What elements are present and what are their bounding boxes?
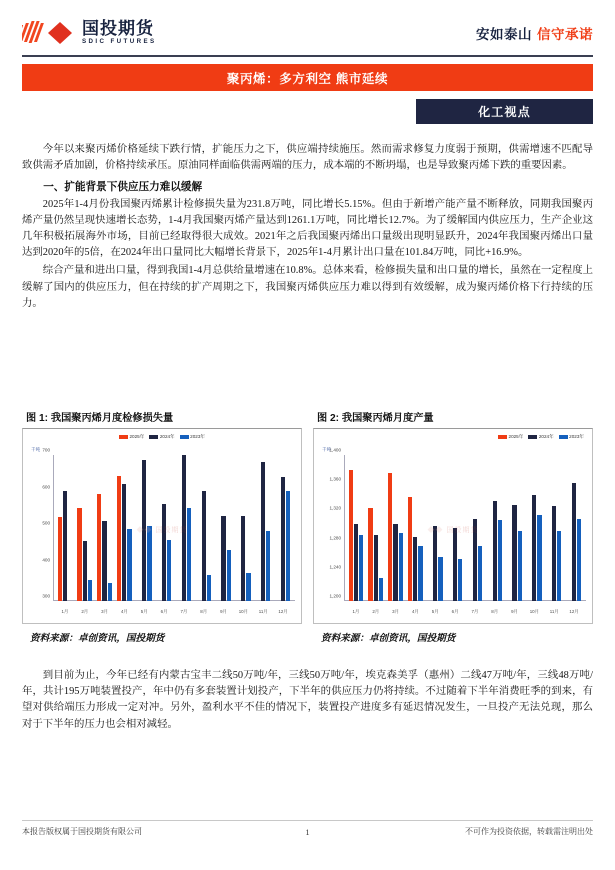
bar-group — [465, 455, 485, 601]
y-axis-tick: 1,200 — [329, 593, 341, 599]
chart-bar — [537, 515, 541, 601]
bar-group — [346, 455, 366, 601]
figure-1-title: 我国聚丙烯月度检修损失量 — [50, 413, 174, 424]
footer-divider — [22, 820, 593, 821]
chart-bar — [127, 529, 131, 601]
chart-bar — [88, 580, 92, 601]
article-body-tail — [22, 668, 593, 735]
x-axis-tick-label: 8月 — [200, 609, 208, 614]
chart-bar — [202, 491, 206, 601]
chart-bar — [518, 531, 522, 601]
legend-swatch-2024 — [149, 435, 158, 439]
chart-bar — [557, 531, 561, 601]
x-axis-tick-label: 5月 — [140, 609, 148, 614]
chart-bar — [187, 508, 191, 601]
chart-bar — [241, 516, 245, 601]
paragraph-summary: 综合产量和进出口量，得到我国1-4月总供给量增速在10.8%。总体来看，检修损失量和出口量的增长，虽然在一定程度上缓解了国内的供应压力，但在持续的扩产周期之下，我国聚丙烯供应压力难以得到有效缓解，成为聚丙烯价格下行持续的压力。 — [22, 265, 593, 309]
bar-group — [174, 455, 194, 601]
bar-group — [273, 455, 293, 601]
footer-copyright: 本报告版权属于国投期货有限公司 — [22, 827, 142, 836]
legend-label-2023: 2023年 — [190, 434, 205, 439]
brand-wordmark — [82, 20, 157, 45]
chart-bar — [227, 550, 231, 601]
chart-bar — [97, 494, 101, 601]
figure-1-y-unit: 千吨 — [31, 447, 41, 452]
chart-bar — [266, 531, 270, 601]
figure-1-caption — [22, 408, 302, 428]
chart-bar — [498, 520, 502, 601]
figure-2-watermark: ◆◆ 国投期货 — [427, 526, 479, 534]
legend-swatch-2025 — [119, 435, 128, 439]
y-axis-tick: 1,280 — [329, 535, 341, 541]
x-axis-tick-label: 4月 — [120, 609, 128, 614]
figure-2-title: 我国聚丙烯月度产量 — [341, 413, 434, 424]
x-axis-tick-label: 11月 — [549, 609, 559, 614]
bar-group — [366, 455, 386, 601]
chart-bar — [493, 501, 497, 601]
logo-mark-icon — [22, 20, 76, 46]
section-heading-1: 一、扩能背景下供应压力难以缓解 — [43, 181, 203, 194]
chart-bar — [512, 505, 516, 601]
bar-group — [55, 455, 75, 601]
bar-group — [95, 455, 115, 601]
chart-bar — [142, 460, 146, 601]
x-axis-tick-label: 3月 — [392, 609, 399, 614]
x-axis-tick-label: 2月 — [372, 609, 380, 614]
figure-2-bar-groups — [344, 455, 586, 601]
legend-swatch-2024 — [528, 435, 537, 439]
bar-group — [524, 455, 544, 601]
bar-group — [405, 455, 425, 601]
bar-group — [114, 455, 134, 601]
figure-1-watermark: ◆◆ 国投期货 — [136, 526, 188, 534]
bar-group — [485, 455, 505, 601]
figure-2-x-axis — [344, 609, 586, 615]
legend-label-2024: 2024年 — [159, 434, 175, 439]
chart-bar — [458, 559, 462, 601]
x-axis-tick-label: 11月 — [258, 609, 268, 614]
paragraph-supply: 2025年1-4月份我国聚丙烯累计检修损失量为231.8万吨，同比增长5.15%。但由于新增产能产量不断释放，同期我国聚丙烯产量仍然呈现快速增长态势，1-4月我国聚丙烯产量达到1261.1万吨，同比增长12.7%。为了缓解国内供应压力，生产企业这几年积极拓展海外市场，目前已经取得很大成效。2021年之后我国聚丙烯出口量级出现明显跃升，2024年我国聚丙烯出口量达到2020年的5倍，在2024年出口量同比大幅增长背景下，2025年1-4月累计出口量在101.84万吨，同比+16.9%。 — [22, 198, 593, 259]
x-axis-tick-label: 3月 — [101, 609, 108, 614]
chart-bar — [286, 491, 290, 601]
paragraph-intro: 今年以来聚丙烯价格延续下跌行情，扩能压力之下，供应端持续施压。然而需求修复力度弱于预期，供需增速不匹配导致供需矛盾加剧，价格持续承压。原油同样面临供需两端的压力，成本端的不断坍塌，也是导致聚丙烯下跌的重要因素。 — [22, 144, 593, 172]
figure-1-source: 资料来源：卓创资讯，国投期货 — [30, 633, 165, 644]
chart-bar — [261, 462, 265, 601]
chart-bar — [349, 470, 353, 601]
figure-1-label: 图 1: — [26, 413, 49, 424]
chart-bar — [433, 526, 437, 601]
chart-bar — [374, 535, 378, 601]
x-axis-tick-label: 7月 — [180, 609, 188, 614]
header-divider — [22, 55, 593, 57]
bar-group — [194, 455, 214, 601]
legend-item — [559, 434, 584, 440]
y-axis-tick: 400 — [42, 557, 50, 562]
chart-bar — [162, 504, 166, 601]
legend-item — [528, 434, 553, 440]
paragraph-capacity: 到目前为止，今年已经有内蒙古宝丰二线50万吨/年，三线50万吨/年，埃克森美孚（惠州）二线47万吨/年，三线48万吨/年，共计195万吨装置投产，年中仍有多套装置计划投产，下半年的供应压力仍将持续。不过随着下半年消费旺季的到来，有望对供给端压力形成一定对冲。另外，盈利水平不佳的情况下，装置投产进度多有延迟情况发生，一旦投产无法兑现，那么对于下半年的压力也会相对减轻。 — [22, 670, 593, 730]
y-axis-tick: 1,320 — [329, 505, 341, 511]
chart-bar — [83, 541, 87, 601]
chart-bar — [207, 575, 211, 601]
x-axis-tick-label: 5月 — [431, 609, 439, 614]
chart-bar — [408, 497, 412, 601]
y-axis-tick: 300 — [42, 593, 50, 599]
x-axis-tick-label: 12月 — [569, 609, 579, 614]
chart-bar — [577, 519, 581, 601]
legend-label-2025: 2025年 — [508, 434, 524, 439]
figure-1-bar-groups — [53, 455, 295, 601]
chart-bar — [438, 557, 442, 601]
chart-bar — [473, 519, 477, 601]
figure-2-y-unit: 千吨 — [322, 447, 332, 452]
tagline-dark-text: 安如泰山 — [476, 27, 532, 42]
legend-swatch-2023 — [559, 435, 568, 439]
figure-1-x-axis — [53, 609, 295, 615]
x-axis-tick-label: 4月 — [411, 609, 419, 614]
x-axis-tick-label: 6月 — [160, 609, 168, 614]
bar-group — [253, 455, 273, 601]
chart-bar — [246, 573, 250, 601]
bar-group — [425, 455, 445, 601]
brand-name-cn: 国投期货 — [82, 19, 154, 39]
bar-group — [134, 455, 154, 601]
category-badge: 化工视点 — [416, 99, 593, 124]
bar-group — [544, 455, 564, 601]
chart-bar — [478, 546, 482, 601]
chart-bar — [399, 533, 403, 601]
chart-bar — [102, 521, 106, 601]
legend-label-2025: 2025年 — [129, 434, 145, 439]
brand-name-en: SDIC FUTURES — [82, 38, 157, 46]
legend-label-2023: 2023年 — [569, 434, 584, 439]
bar-group — [154, 455, 174, 601]
x-axis-tick-label: 6月 — [451, 609, 459, 614]
chart-bar — [379, 578, 383, 601]
figure-1 — [22, 408, 302, 653]
chart-bar — [281, 477, 285, 601]
chart-bar — [368, 508, 372, 601]
bar-group — [505, 455, 525, 601]
figure-2-source: 资料来源：卓创资讯，国投期货 — [321, 633, 456, 644]
figure-2 — [313, 408, 593, 653]
chart-bar — [63, 491, 67, 601]
article-body — [22, 142, 593, 314]
page-header — [0, 0, 615, 56]
x-axis-tick-label: 10月 — [238, 609, 248, 614]
x-axis-tick-label: 1月 — [61, 609, 69, 614]
chart-bar — [532, 495, 536, 601]
chart-bar — [572, 483, 576, 601]
x-axis-tick-label: 7月 — [471, 609, 479, 614]
y-axis-tick: 700 — [42, 447, 50, 453]
chart-bar — [167, 540, 171, 601]
x-axis-tick-label: 1月 — [352, 609, 360, 614]
tagline-red-text: 信守承诺 — [537, 27, 593, 42]
legend-item — [498, 434, 523, 440]
report-title-banner: 聚丙烯：多方利空 熊市延续 — [22, 64, 593, 91]
chart-bar — [453, 528, 457, 601]
bar-group — [564, 455, 584, 601]
figure-2-label: 图 2: — [317, 413, 340, 424]
y-axis-tick: 500 — [42, 520, 50, 526]
chart-bar — [418, 546, 422, 601]
bar-group — [386, 455, 406, 601]
y-axis-tick: 1,360 — [329, 476, 341, 482]
figures-row — [22, 408, 593, 653]
bar-group — [233, 455, 253, 601]
chart-bar — [117, 476, 121, 601]
y-axis-tick: 1,240 — [329, 564, 341, 570]
footer-page-number: 1 — [305, 826, 310, 837]
chart-bar — [77, 508, 81, 601]
x-axis-tick-label: 12月 — [278, 609, 288, 614]
chart-bar — [359, 535, 363, 601]
figure-2-chart — [313, 428, 593, 624]
x-axis-tick-label: 9月 — [220, 609, 227, 614]
legend-swatch-2025 — [498, 435, 507, 439]
chart-bar — [58, 517, 62, 601]
footer-disclaimer: 不可作为投资依据，转载需注明出处 — [465, 827, 593, 836]
figure-1-legend — [23, 434, 301, 440]
x-axis-tick-label: 8月 — [491, 609, 499, 614]
figure-2-legend — [314, 434, 592, 440]
y-axis-tick: 1,400 — [329, 447, 341, 453]
bar-group — [214, 455, 234, 601]
bar-group — [75, 455, 95, 601]
chart-bar — [388, 473, 392, 601]
chart-bar — [182, 455, 186, 601]
page-footer — [22, 826, 593, 837]
figure-1-chart — [22, 428, 302, 624]
chart-bar — [147, 526, 151, 601]
figure-2-plot-area — [344, 455, 586, 601]
bar-group — [445, 455, 465, 601]
figure-2-caption — [313, 408, 593, 428]
chart-bar — [108, 583, 112, 601]
chart-bar — [393, 524, 397, 601]
chart-bar — [552, 506, 556, 601]
header-tagline — [476, 23, 593, 43]
chart-bar — [122, 484, 126, 601]
legend-label-2024: 2024年 — [538, 434, 554, 439]
chart-bar — [354, 524, 358, 601]
legend-swatch-2023 — [180, 435, 189, 439]
chart-bar — [221, 516, 225, 601]
figure-1-plot-area — [53, 455, 295, 601]
chart-bar — [413, 537, 417, 601]
legend-item — [119, 434, 144, 440]
legend-item — [180, 434, 205, 440]
x-axis-tick-label: 10月 — [529, 609, 539, 614]
x-axis-tick-label: 2月 — [81, 609, 89, 614]
legend-item — [149, 434, 174, 440]
y-axis-tick: 600 — [42, 484, 50, 489]
x-axis-tick-label: 9月 — [511, 609, 518, 614]
company-logo — [22, 20, 157, 46]
